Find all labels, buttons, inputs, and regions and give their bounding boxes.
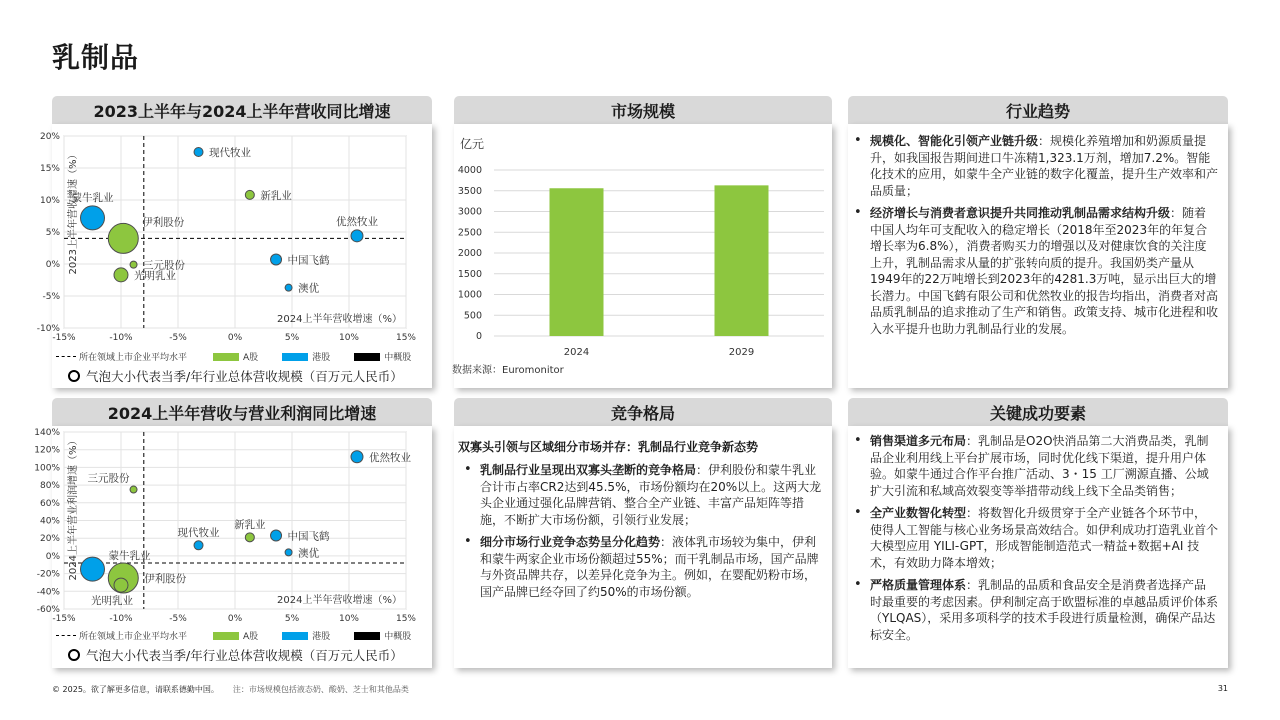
cn-concept-swatch [354,632,380,640]
chart1-legend [56,350,411,363]
bubble-光明乳业 [114,578,128,592]
competition-list [458,462,822,600]
point-label: 三元股份 [143,259,186,272]
x-tick-label: 0% [227,333,243,343]
competition-panel [454,426,832,668]
point-label: 优然牧业 [368,451,411,464]
hk-share-swatch [282,353,308,361]
bullet-item [458,534,822,600]
legend-a-share: A股 [243,632,259,642]
success-panel [848,426,1228,668]
bar-2024 [550,188,604,336]
y-tick-label: 500 [463,310,482,322]
bullet-text: ：乳制品是O2O快消品第二大消费品类，乳制品企业利用线上平台扩展市场，同时优化线下渠道，提升用户体验。如蒙牛通过合作平台推广活动、3・15 工厂溯源直播、公域扩大引流和私域高效裂变等举措带动线上线下全品类销售； [870,434,1209,498]
bullet-title: 规模化、智能化引领产业链升级 [870,134,1039,148]
point-label: 三元股份 [87,472,130,485]
x-tick-label: 5% [284,614,300,624]
circle-icon [68,649,80,661]
competition-headline: 双寡头引领与区域细分市场并存：乳制品行业竞争新态势 [458,440,759,454]
y-tick-label: 0% [45,551,60,562]
y-tick-label: 3000 [457,206,482,218]
bubble-伊利股份 [108,223,138,253]
point-label: 新乳业 [234,518,266,531]
chart1-svg [36,124,432,352]
circle-icon [68,370,80,382]
y-tick-label: 60% [39,498,60,509]
chart1-panel [36,124,432,388]
bullet-title: 全产业数智化转型 [870,506,967,520]
footer-note: 注：市场规模包括液态奶、酸奶、芝士和其他品类 [232,685,409,694]
market-panel [454,124,832,388]
point-label: 现代牧业 [177,526,220,539]
bullet-text: ：随着中国人均年可支配收入的稳定增长（2018年至2023年的年复合增长率为6.8%），消费者购买力的增强以及对健康饮食的关注度上升，乳制品需求从量的扩张转向质的提升。我国奶类产量从1949年的22万吨增长到2023年的4281.3万吨，显示出巨大的增长潜力。中国飞鹤有限公司和优然牧业的报告均指出，消费者对高品质乳制品的追求推动了生产和销售。政策支持、城市化进程和收入水平提升也助力乳制品行业的发展。 [870,206,1219,336]
bubble-中国飞鹤 [271,254,282,265]
chart2-panel [34,426,432,668]
x-tick-label: -15% [52,333,76,343]
legend-cn-concept: 中概股 [384,632,412,642]
y-tick-label: 1000 [457,289,482,301]
footer [52,684,409,695]
bubble-优然牧业 [351,230,363,242]
y-tick-label: 80% [39,481,60,492]
trend-header: 行业趋势 [848,96,1228,124]
avg-line-icon [56,356,76,357]
page-title: 乳制品 [52,41,140,74]
point-label: 新乳业 [260,189,292,202]
bubble-优然牧业 [351,451,363,463]
market-header: 市场规模 [454,96,832,124]
y-tick-label: 10% [39,196,60,206]
y-tick-label: 100% [34,463,60,474]
bullet-item [458,462,822,528]
point-label: 现代牧业 [209,147,252,159]
bubble-澳优 [285,549,292,556]
y-tick-label: 5% [45,228,60,238]
a-share-swatch [213,353,239,361]
bullet-title: 经济增长与消费者意识提升共同推动乳制品需求结构升级 [870,206,1171,220]
bullet-text: ：规模化养殖增加和奶源质量提升，如我国报告期间进口牛冻精1,323.1万剂，增加7.2%。智能化技术的应用，如蒙牛全产业链的数字化覆盖，提升生产效率和产品质量； [870,134,1219,198]
bubble-size-note [68,646,403,664]
page-number: 31 [1217,684,1228,693]
bullet-text: ：液体乳市场较为集中，伊利和蒙牛两家企业市场份额超过55%；而干乳制品市场，国产品牌与外资品牌共存，以差异化竞争为主。例如，在婴配奶粉市场，国产品牌已经夺回了约50%的市场份额。 [480,535,819,599]
market-svg [454,124,832,388]
x-axis-label: 2024上半年营收增速（%） [277,314,402,325]
x-tick-label: 10% [338,333,360,343]
trend-panel [848,124,1228,388]
cn-concept-swatch [354,353,380,361]
bubble-蒙牛乳业 [81,206,105,230]
point-label: 优然牧业 [335,215,378,228]
y-tick-label: 3500 [457,185,482,197]
x-tick-label: 2024 [563,347,590,358]
x-axis-label: 2024上半年营收增速（%） [277,595,402,606]
y-tick-label: -40% [36,587,60,598]
bullet-text: ：伊利股份和蒙牛乳业合计市占率CR2达到45.5%，市场份额均在20%以上。这两大龙头企业通过强化品牌营销、整合全产业链、丰富产品矩阵等措施，不断扩大市场份额，引领行业发展； [480,463,822,527]
bubble-蒙牛乳业 [81,557,105,581]
bullet-item [848,505,1218,571]
x-tick-label: 15% [395,333,417,343]
bullet-text: ：乳制品的品质和食品安全是消费者选择产品时最重要的考虑因素。伊利制定高于欧盟标准的卓越品质评价体系（YLQAS），采用多项科学的技术手段进行质量检测，确保产品达标安全。 [870,578,1219,642]
x-tick-label: -5% [169,333,187,343]
x-tick-label: -15% [52,614,76,624]
x-tick-label: 15% [395,614,417,624]
y-unit-label: 亿元 [460,137,485,151]
y-tick-label: -60% [36,605,60,615]
y-axis-label: 2023上半年营收增速（%） [68,149,79,275]
chart2-header: 2024上半年营收与营业利润同比增速 [52,398,432,426]
legend-hk-share: 港股 [312,353,331,363]
point-label: 蒙牛乳业 [108,550,151,563]
bullet-title: 销售渠道多元布局 [870,434,967,448]
trend-list [848,133,1218,337]
avg-line-icon [56,635,76,636]
point-label: 澳优 [298,547,320,560]
success-list [848,433,1218,643]
chart2-svg [34,426,432,632]
y-tick-label: 120% [34,445,60,456]
chart1-header: 2023上半年与2024上半年营收同比增速 [52,96,432,124]
x-tick-label: -10% [109,333,133,343]
point-label: 中国飞鹤 [287,254,330,267]
x-tick-label: -5% [169,614,187,624]
y-tick-label: 0 [475,331,482,342]
point-label: 光明乳业 [134,269,176,282]
bubble-现代牧业 [194,541,203,550]
point-label: 伊利股份 [142,216,185,229]
success-header: 关键成功要素 [848,398,1228,426]
bubble-size-note-text: 气泡大小代表当季/年行业总体营收规模（百万元人民币） [86,369,403,384]
bullet-title: 乳制品行业呈现出双寡头垄断的竞争格局 [480,463,697,477]
bubble-现代牧业 [194,148,203,157]
point-label: 伊利股份 [144,573,187,586]
x-tick-label: 2029 [728,347,755,358]
competition-header: 竞争格局 [454,398,832,426]
bubble-光明乳业 [114,268,128,282]
point-label: 蒙牛乳业 [71,191,114,204]
bubble-size-note [68,367,403,385]
bubble-三元股份 [130,261,137,268]
y-tick-label: 2000 [457,248,482,259]
y-tick-label: 20% [39,132,60,142]
bullet-title: 细分市场行业竞争态势呈分化趋势 [480,535,661,549]
bubble-新乳业 [245,533,254,542]
legend-avg-label: 所在领域上市企业平均水平 [79,353,188,363]
y-tick-label: 15% [39,164,60,174]
y-tick-label: -10% [36,324,60,334]
legend-hk-share: 港股 [312,632,331,642]
point-label: 澳优 [298,282,320,295]
y-tick-label: -20% [36,569,60,580]
y-axis-label: 2024上半年营业利润增速（%） [68,435,79,581]
a-share-swatch [213,632,239,640]
x-tick-label: 0% [227,614,243,624]
y-tick-label: -5% [42,292,60,302]
bullet-title: 严格质量管理体系 [870,578,967,592]
bullet-item [848,205,1218,337]
bar-2029 [715,185,769,336]
legend-avg-label: 所在领域上市企业平均水平 [79,632,188,642]
point-label: 中国飞鹤 [287,530,330,543]
bubble-三元股份 [130,486,137,493]
bullet-item [848,133,1218,199]
legend-cn-concept: 中概股 [384,353,412,363]
data-source: 数据来源：Euromonitor [452,365,564,376]
x-tick-label: 10% [338,614,360,624]
bubble-size-note-text: 气泡大小代表当季/年行业总体营收规模（百万元人民币） [86,648,403,663]
copyright: © 2025。欲了解更多信息，请联系德勤中国。 [52,685,219,694]
y-tick-label: 20% [39,534,60,545]
bullet-text: ：将数智化升级贯穿于全产业链各个环节中，使得人工智能与核心业务场景高效结合。如伊利成功打造乳业首个大模型应用 YILI-GPT，形成智能制造范式一精益+数据+AI 技术，有效助力降本增效； [870,506,1219,570]
chart2-legend [56,629,411,642]
y-tick-label: 0% [45,260,60,270]
y-tick-label: 40% [39,516,60,527]
hk-share-swatch [282,632,308,640]
bullet-item [848,433,1218,499]
y-tick-label: 4000 [457,165,482,176]
x-tick-label: 5% [284,333,300,343]
y-tick-label: 2500 [457,227,482,239]
y-tick-label: 1500 [457,268,482,280]
point-label: 光明乳业 [91,595,133,608]
bubble-新乳业 [245,190,254,199]
x-tick-label: -10% [109,614,133,624]
bubble-中国飞鹤 [271,530,282,541]
legend-a-share: A股 [243,353,259,363]
bubble-澳优 [285,284,292,291]
y-tick-label: 140% [34,428,60,438]
bullet-item [848,577,1218,643]
